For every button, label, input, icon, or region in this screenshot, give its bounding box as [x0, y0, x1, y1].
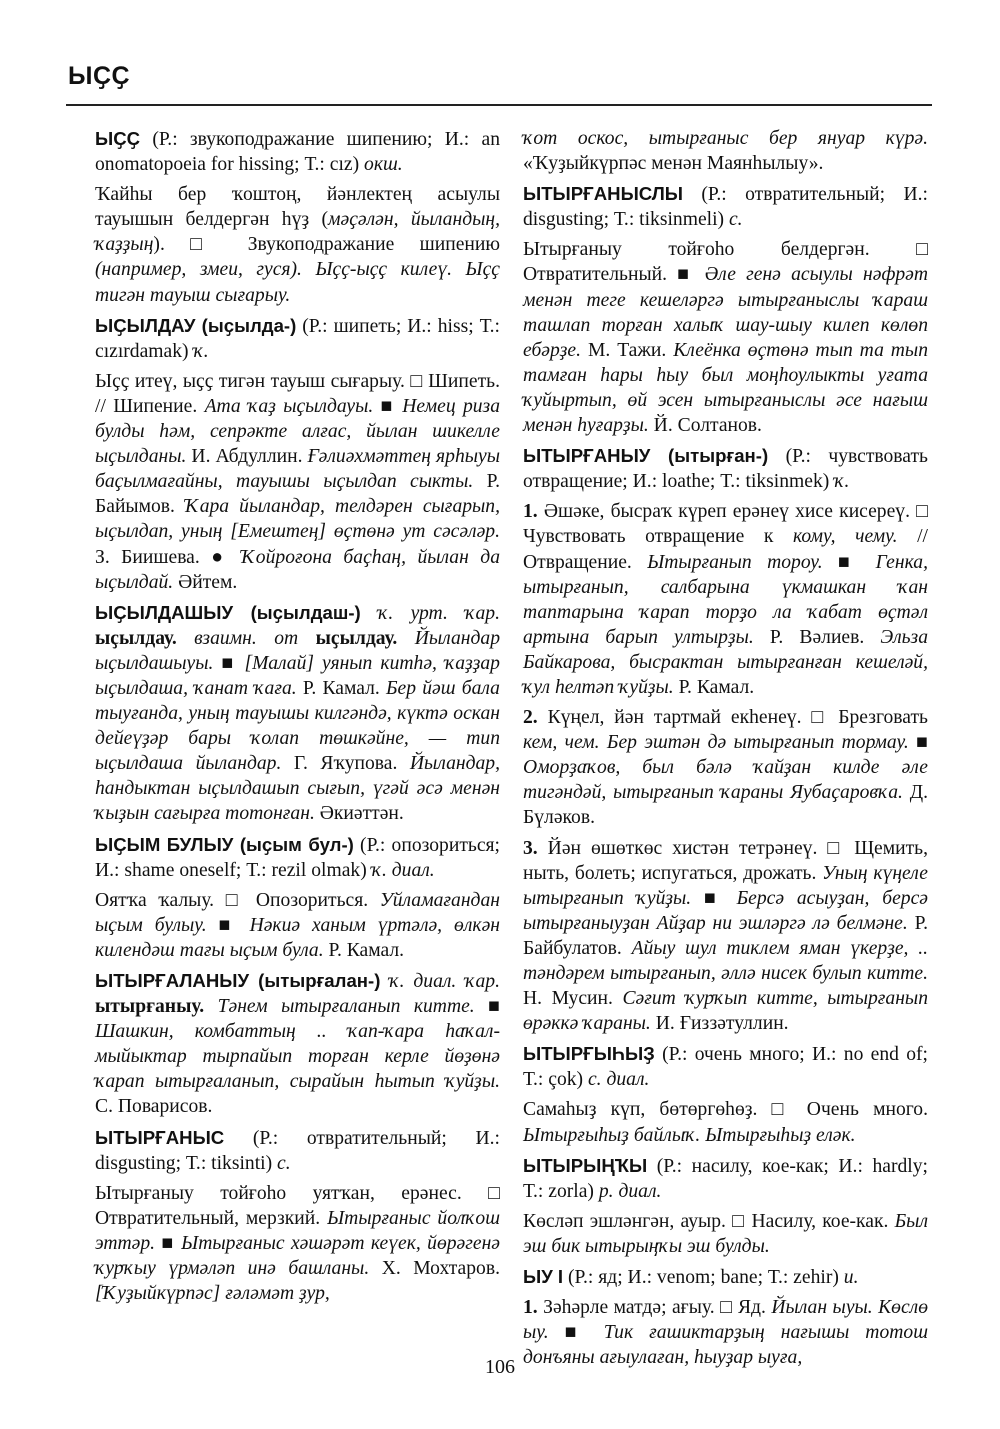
entry-italic-text: Генка, ытырғанып, салбарына үкмашкан ҡан таптарына ҡарап торҙо ла ҡабат өҫтәл артына барып ултырҙы. — [523, 551, 928, 648]
dictionary-entry — [95, 182, 500, 307]
entry-bold-text: 2. — [523, 707, 538, 729]
entry-italic-text: р. диал. — [598, 1180, 662, 1202]
entry-text: С. Поварисов. — [95, 1096, 213, 1118]
entry-text: Р. Камал. — [673, 676, 755, 698]
entry-text: Р. Вәлиев. — [753, 626, 881, 648]
entry-headword: ЫТЫРҒЫҺЫҘ — [523, 1043, 655, 1065]
entry-text: З. Биишева. ● — [95, 546, 242, 568]
dictionary-entry — [95, 600, 500, 827]
entry-bold-text: ытырғаныу. — [95, 996, 205, 1018]
dictionary-entry — [523, 705, 928, 830]
dictionary-entry — [523, 836, 928, 1037]
entry-italic-text: Уның күңеле ытырғанып ҡуйҙы. — [523, 862, 928, 909]
entry-text — [177, 628, 194, 649]
entry-bold-text: ыҫылдау. — [315, 627, 398, 649]
entry-text: Ытырғаныу тойғоһо уятҡан, ерәнес. □ Отвратительный, мерзкий. — [95, 1182, 500, 1229]
entry-text: Р. Камал. — [296, 677, 386, 699]
entry-text: Г. Яҡупова. — [281, 753, 410, 775]
entry-italic-text: (например, змеи, гуся). Ыҫҫ-ыҫҫ килеү. Ыҫҫ тигән тауыш сығарыу. — [95, 259, 500, 306]
entry-text — [298, 628, 315, 649]
entry-text: // Отвращение. — [523, 526, 928, 573]
entry-italic-text: Оморҙаҡов, был бәлә ҡайҙан килде әле тигәндәй, ытырғанып ҡараны Яубаҫаровҡа. — [523, 757, 928, 804]
entry-headword: ЫТЫРҒАНЫУ (ытырған-) — [523, 445, 769, 467]
entry-italic-text: Эльза Байкарова, бысрактан ытырғанған кешеләй, ҡул һелтәп ҡуйҙы. — [523, 626, 929, 698]
entry-text: Ыҫҫ итеү, ыҫҫ тигән тауыш сығарыу. □ Шипеть. // Шипение. — [95, 370, 500, 417]
entry-text — [380, 971, 389, 992]
entry-italic-text: [Ҡуҙыйкүрпәс] ғәләмәт ҙур, — [95, 1283, 330, 1305]
entry-italic-text: Йыландар ыҫылдашыуы. — [95, 627, 500, 674]
entry-italic-text: ҡ. — [193, 340, 209, 362]
dictionary-entry — [523, 1041, 928, 1092]
entry-text: Күңел, йән тартмай екһенеү. □ Брезговать — [537, 707, 928, 729]
entry-italic-text: ҡ. урт. ҡар. — [378, 602, 500, 624]
entry-text: И. Ғиззәтуллин. — [650, 1013, 789, 1035]
entry-italic-text: Уйламағандан ыҫым булыу. — [95, 889, 500, 936]
entry-italic-text: кем, чем. Бер эштән дә ытырғанып тормау. — [523, 732, 909, 754]
entry-italic-text: Ата ҡаҙ ыҫылдауы. — [204, 395, 374, 417]
entry-text: ■ — [206, 914, 250, 936]
dictionary-entry — [95, 888, 500, 963]
entry-headword: ЫТЫРҒАЛАНЫУ (ытырғалан-) — [95, 970, 381, 991]
entry-italic-text: Йылан ыуы. Көслө ыу. — [523, 1297, 928, 1344]
entry-italic-text: Ытырғаныс йолҡош эттәр. — [95, 1207, 500, 1254]
entry-italic-text: Ғәлиәхмәттең ярһыуы баҫылмағайны, тауышы ыҫылдап сыкты. — [95, 446, 500, 493]
entry-italic-text: мәҫәлән, йыландың, ҡаҙҙың — [95, 209, 500, 256]
entry-text: Әкиәттән. — [314, 803, 404, 825]
entry-italic-text: Тик ғашиктарҙың нағышы тотош донъяны ағыулаған, һыуҙар ыуға, — [523, 1322, 928, 1369]
entry-text: ■ — [213, 652, 245, 674]
dictionary-entry — [523, 499, 928, 700]
entry-italic-text: Тәнем ытырғаланып китте. — [217, 996, 475, 1018]
entry-text: (Р.: чувствовать отвращение; И.: loathe; Т.: tiksinmek) — [523, 446, 928, 493]
entry-text: Н. Мусин. — [523, 988, 623, 1010]
entry-text: Самаһыҙ күп, бөтөргөһөҙ. □ Очень много. — [523, 1099, 928, 1121]
entry-bold-text: 1. — [523, 501, 538, 523]
entry-text — [204, 996, 217, 1017]
dictionary-entry — [523, 126, 928, 176]
entry-italic-text: Немец риза булды һәм, сепрәкте алғас, йылан шикелле ыҫылданы. — [95, 395, 500, 468]
entry-italic-text: с. диал. — [587, 1069, 650, 1091]
entry-headword: ЫҪҪ — [95, 128, 141, 149]
entry-italic-text: с. — [277, 1152, 291, 1174]
entry-text: Р. Камал. — [323, 939, 405, 961]
entry-bold-text: 3. — [523, 837, 538, 859]
entry-headword: ЫҪЫЛДАУ (ыҫылда-) — [95, 314, 297, 336]
entry-italic-text: Нәкиә ханым үртәлә, өлкән килендәш тағы ыҫым була. — [95, 914, 500, 961]
entry-italic-text: [Малай] уянып китһә, ҡаҙҙар ыҫылдаша, ҡанат ҡаға. — [95, 652, 500, 699]
entry-italic-text: Шашкин, комбаттың .. ҡап-ҡара һаҡал-мыйыктар тырпайып торған керле йөҙөнә ҡарап ытырғаланып, сырайын һытып ҡуйҙы. — [95, 1021, 500, 1093]
entry-italic-text: ҡ. диал. ҡар. — [389, 971, 500, 992]
entry-italic-text: Сәғит ҡурҡып китте, ытырғанып өрәккә ҡараны. — [523, 988, 928, 1035]
entry-text: Әшәке, бысраҡ күреп ерәнеү хисе кисереү. □ Чувствовать отвращение к — [523, 501, 928, 548]
dictionary-entry — [95, 832, 500, 883]
entry-italic-text: Берсә асыуҙан, берсә ытырғаныуҙан Айҙар ни эшләргә лә белмәне. — [523, 887, 928, 934]
dictionary-entry — [95, 313, 500, 364]
entry-text — [361, 603, 378, 624]
running-head-word: ЫҪҪ — [68, 62, 131, 90]
entry-italic-text: взаимн. от — [194, 627, 299, 649]
entry-headword: ЫТЫРЫҢҠЫ — [523, 1154, 648, 1176]
entry-bold-text: ыҫылдау. — [95, 627, 177, 649]
entry-headword: ЫҪЫМ БУЛЫУ (ыҫым бул-) — [95, 833, 354, 855]
entry-italic-text: Ытырғыһыҙ байлыҡ. Ытырғыһыҙ еләк. — [523, 1124, 856, 1146]
entry-italic-text: ҡ. диал. — [371, 859, 435, 881]
entry-italic-text: Был эш бик ытырыңҡы эш булды. — [523, 1210, 928, 1257]
entry-italic-text: Клеёнка өҫтөнә тып та тып тамған һары һыу был моңһоулыкты уғата ҡуйыртып, өй эсен ытырғаныслы әсе нағыш менән һуғарҙы. — [523, 339, 929, 437]
entry-italic-text: и. — [843, 1267, 859, 1289]
page-number: 106 — [485, 1356, 515, 1378]
header-rule — [66, 104, 932, 106]
entry-text: Р. Байымов. — [95, 471, 501, 518]
entry-text: Ҡайһы бер ҡоштоң, йәнлектең асыулы тауышын белдергән һүҙ ( — [95, 184, 500, 231]
left-column — [95, 126, 500, 1311]
entry-text: Р. Байбулатов. — [523, 912, 928, 959]
entry-italic-text: Бер йәш бала тыуғанда, уның тауышы килгәндә, күктә оскан дейеүҙәр бары ҡолап төшкәйне, — тип ыҫылдаша йыландар. — [95, 677, 500, 775]
entry-text: (Р.: отвратительный; И.: disgusting; Т.: tiksinti) — [95, 1127, 500, 1174]
entry-text: ■ — [474, 996, 500, 1018]
entry-headword: ЫТЫРҒАНЫС — [95, 1126, 225, 1148]
entry-text: Й. Солтанов. — [648, 415, 762, 437]
dictionary-entry — [523, 1097, 928, 1147]
entry-italic-text: с. — [728, 209, 743, 231]
entry-text: ■ — [373, 395, 403, 417]
entry-text: Д. Бүләков. — [523, 782, 929, 829]
entry-text: Йән өшөткөс хистән тетрәнеү. □ Щемить, ныть, болеть; испугаться, дрожать. — [523, 837, 928, 884]
entry-text: (Р.: яд; И.: venom; bane; Т.: zehir) — [563, 1267, 844, 1289]
dictionary-entry — [523, 1264, 928, 1290]
dictionary-entry — [523, 1153, 928, 1204]
entry-italic-text: ҡ. — [834, 471, 850, 493]
entry-text: (Р.: отвратительный; И.: disgusting; Т.: tiksinmeli) — [523, 184, 928, 231]
entry-text: «Ҡуҙыйкүрпәс менән Маянһылыу». — [523, 153, 824, 175]
entry-headword: ЫҪЫЛДАШЫУ (ыҫылдаш-) — [95, 601, 361, 623]
entry-italic-text: Ҡара йыландар, телдәрен сығарып, ыҫылдап, уның [Емештең] өҫтөнә ут сәсәләр. — [95, 496, 501, 543]
dictionary-entry — [523, 443, 928, 494]
entry-italic-text: Ытырғаныс хәшәрәт кеүек, йөрәгенә ҡурҡыу үрмәләп инә башланы. — [95, 1232, 500, 1280]
dictionary-entry — [523, 1209, 928, 1259]
dictionary-entry — [95, 126, 500, 177]
entry-text: И. Абдуллин. — [186, 446, 308, 468]
entry-text: Х. Мохтаров. — [369, 1258, 500, 1280]
entry-text: (Р.: опозориться; И.: shame oneself; Т.: rezil olmak) — [95, 834, 500, 881]
entry-text: Оятҡа ҡалыу. □ Опозориться. — [95, 889, 380, 911]
entry-text: Зәһәрле матдә; ағыу. □ Яд. — [537, 1297, 772, 1319]
entry-text: ■ — [822, 551, 876, 573]
entry-text: М. Тажи. — [581, 339, 674, 361]
entry-text: Ытырғаныу тойғоһо белдергән. □ Отвратительный. ■ — [523, 239, 928, 286]
entry-italic-text: Ҡойроғона баҫһаң, йылан да ыҫылдай. — [95, 546, 500, 593]
dictionary-entry — [95, 1181, 500, 1306]
entry-text: ■ — [908, 732, 929, 754]
entry-italic-text: Ытырғанып тороу. — [647, 551, 823, 573]
entry-headword: ЫТЫРҒАНЫСЛЫ — [523, 183, 683, 205]
entry-italic-text: Әле генә асыулы нәфрәт менән теге кешеләргә ытырғаныслы ҡараш ташлап торған халыҡ шау-шыу килеп көлөп ебәрҙе. — [523, 264, 928, 361]
entry-bold-text: 1. — [523, 1297, 538, 1319]
entry-italic-text: Йыландар, һандыктан ыҫылдашып сығып, үгәй әсә менән ҡыҙын сағырға тотонған. — [95, 753, 500, 825]
dictionary-entry — [523, 181, 928, 232]
entry-text: ■ — [155, 1232, 182, 1254]
entry-text: Әйтем. — [173, 571, 238, 593]
entry-text: ■ — [548, 1322, 604, 1344]
entry-italic-text: Айыу шул тиклем яман үкерҙе, .. тәндәрем ытырғанып, әллә нисек булып китте. — [523, 937, 928, 984]
entry-italic-text: ҡот оскос, ытырғаныс бер януар күрә. — [523, 128, 928, 149]
entry-text — [397, 628, 414, 649]
dictionary-entry — [95, 1125, 500, 1176]
entry-text: Көсләп эшләнгән, ауыр. □ Насилу, кое-как. — [523, 1210, 895, 1232]
entry-text: (Р.: звукоподражание шипению; И.: an onomatopoeia for hissing; Т.: cız) — [95, 129, 500, 176]
right-column — [523, 126, 928, 1375]
dictionary-entry — [95, 369, 500, 595]
entry-italic-text: окш. — [364, 154, 403, 176]
dictionary-entry — [95, 968, 500, 1120]
entry-text: (Р.: насилу, кое-как; И.: hardly; Т.: zorla) — [523, 1155, 928, 1202]
entry-text: (Р.: очень много; И.: no end of; Т.: çok) — [523, 1044, 928, 1091]
entry-headword: ЫУ I — [523, 1266, 564, 1288]
entry-text: ). □ Звукоподражание шипению — [153, 234, 500, 256]
entry-text: (Р.: шипеть; И.: hiss; Т.: cızırdamak) — [95, 315, 500, 362]
entry-text: ■ — [691, 887, 737, 909]
dictionary-entry — [523, 237, 928, 438]
entry-italic-text: кому, чему. — [792, 526, 898, 548]
